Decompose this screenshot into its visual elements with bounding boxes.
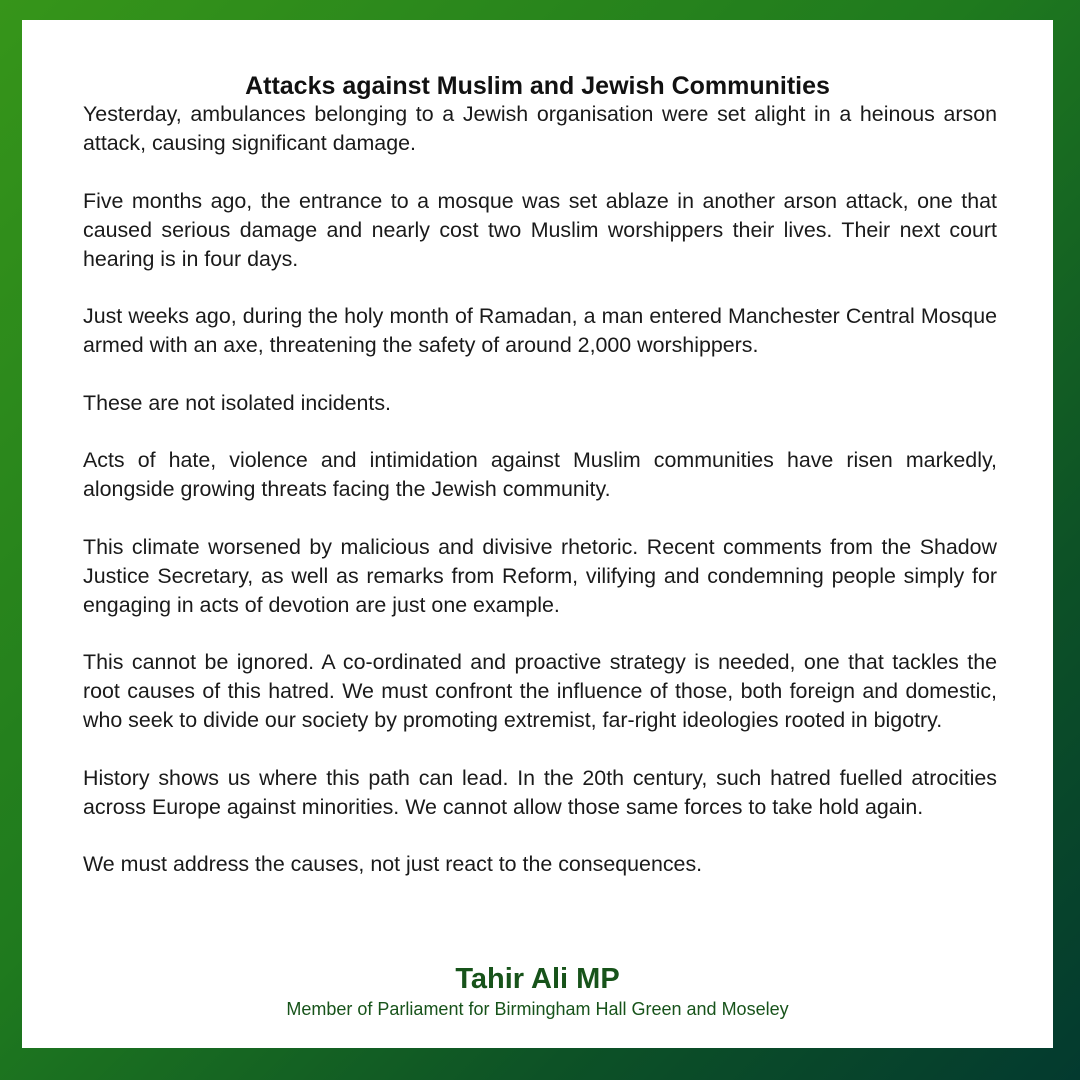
paragraph: History shows us where this path can lead. In the 20th century, such hatred fuelled atrocities across Europe against minorities. We cannot allow those same forces to take hold again. [83, 765, 997, 819]
paragraph: This climate worsened by malicious and divisive rhetoric. Recent comments from the Shadow Justice Secretary, as well as remarks from Reform, vilifying and condemning people simply for engaging in acts of devotion are just one example. [83, 534, 997, 617]
statement-panel [22, 20, 1053, 1048]
paragraph: Five months ago, the entrance to a mosque was set ablaze in another arson attack, one that caused serious damage and nearly cost two Muslim worshippers their lives. Their next court hearing is in four days. [83, 188, 997, 271]
paragraph: We must address the causes, not just react to the consequences. [83, 852, 703, 876]
paragraph: Just weeks ago, during the holy month of Ramadan, a man entered Manchester Central Mosque armed with an axe, threatening the safety of around 2,000 worshippers. [83, 304, 997, 357]
paragraph: These are not isolated incidents. [83, 390, 391, 415]
statement-title: Attacks against Muslim and Jewish Communities [245, 72, 830, 100]
statement-body [83, 100, 997, 908]
signature-role: Member of Parliament for Birmingham Hall Green and Moseley [286, 999, 789, 1019]
signature [22, 962, 1053, 1022]
signature-name: Tahir Ali MP [455, 963, 620, 995]
paragraph: This cannot be ignored. A co-ordinated and proactive strategy is needed, one that tackles the root causes of this hatred. We must confront the influence of those, both foreign and domestic, who seek to divide our society by promoting extremist, far-right ideologies rooted in bigotry. [83, 650, 997, 732]
paragraph: Yesterday, ambulances belonging to a Jewish organisation were set alight in a heinous arson attack, causing significant damage. [83, 102, 997, 155]
paragraph: Acts of hate, violence and intimidation against Muslim communities have risen markedly, alongside growing threats facing the Jewish community. [83, 448, 997, 501]
